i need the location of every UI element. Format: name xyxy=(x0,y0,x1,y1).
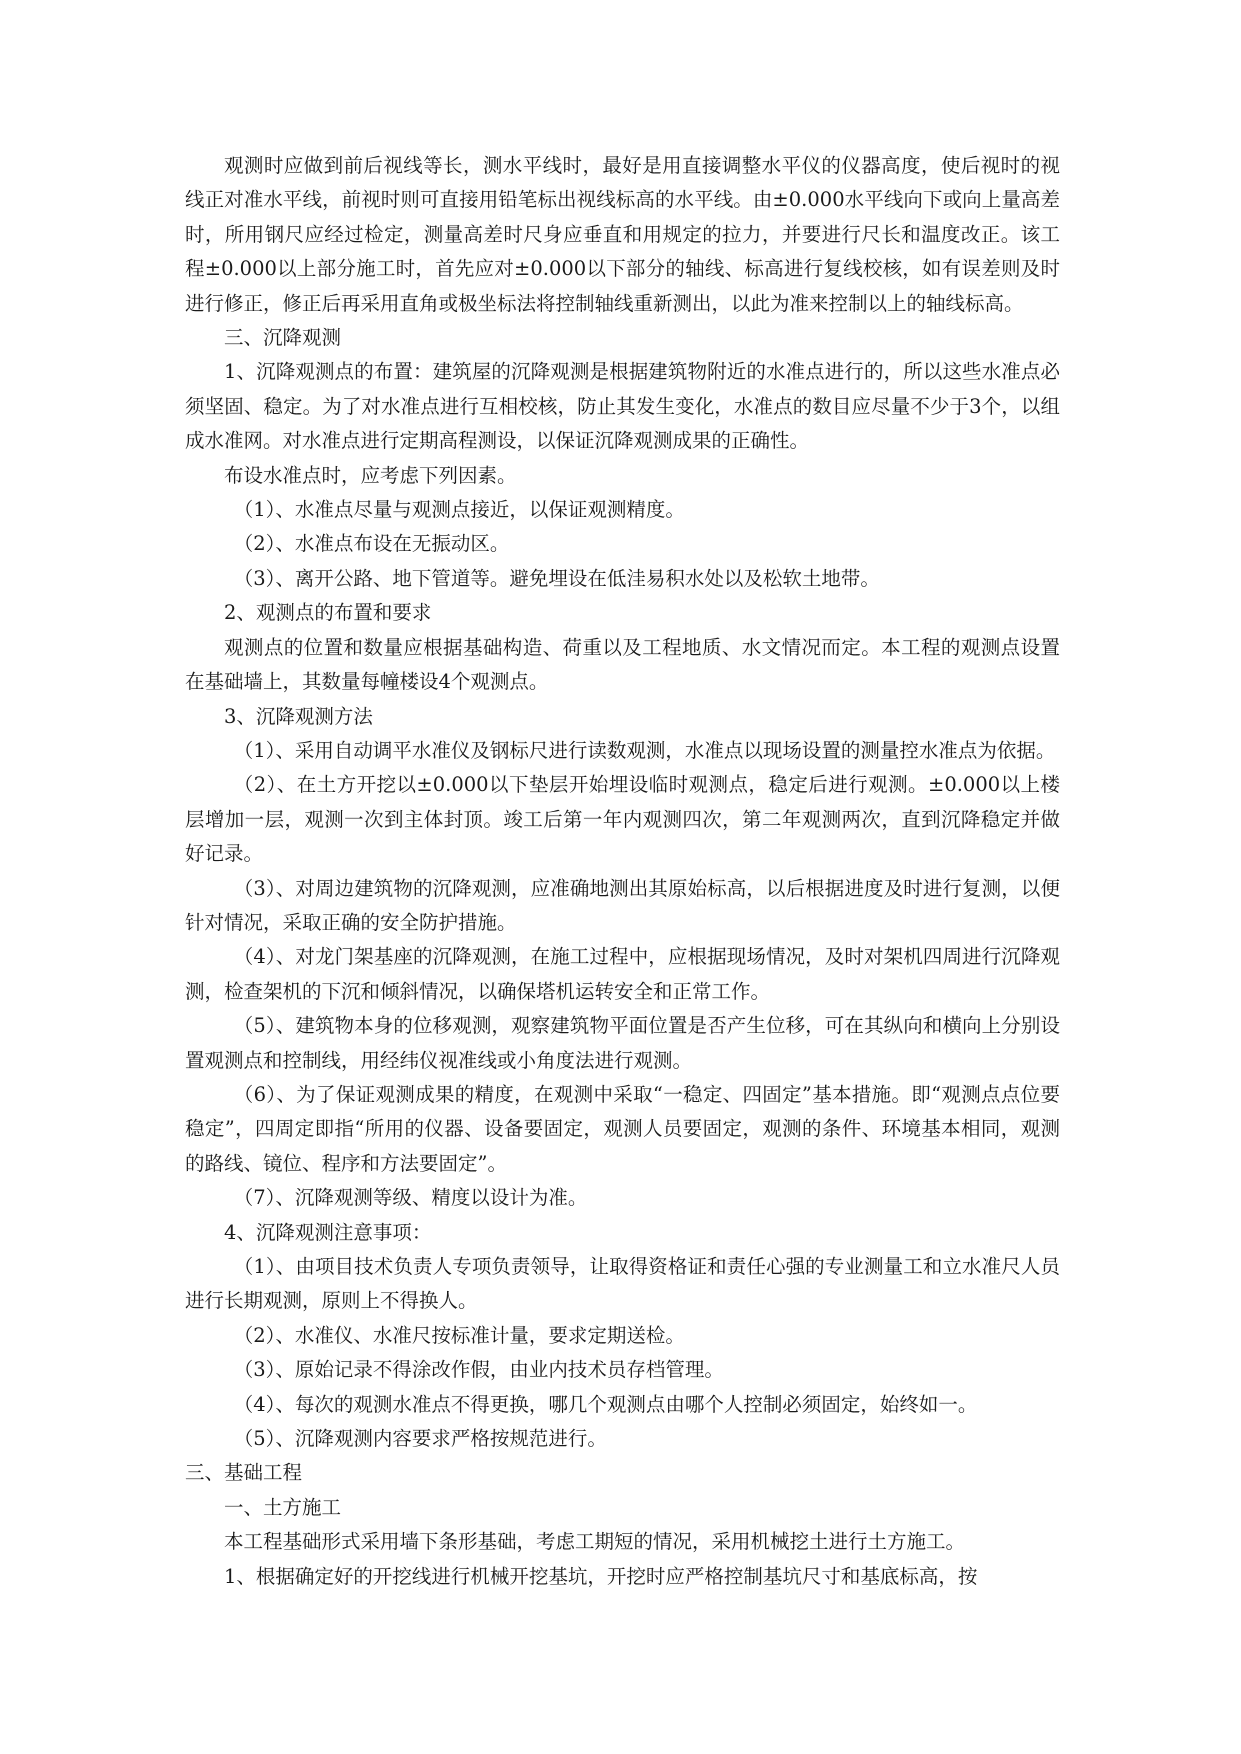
subheading-observation-points: 2、观测点的布置和要求 xyxy=(224,601,432,625)
list-item-precaution-3: （3）、原始记录不得涂改作假，由业内技术员存档管理。 xyxy=(233,1358,724,1382)
subheading-earthwork: 一、土方施工 xyxy=(224,1495,342,1519)
list-item-factor-3: （3）、离开公路、地下管道等。避免埋设在低洼易积水处以及松软土地带。 xyxy=(233,566,880,590)
paragraph-earthwork-intro: 本工程基础形式采用墙下条形基础，考虑工期短的情况，采用机械挖土进行土方施工。 xyxy=(224,1530,966,1554)
list-item-precaution-4: （4）、每次的观测水准点不得更换，哪几个观测点由哪个人控制必须固定，始终如一。 xyxy=(233,1392,978,1416)
subheading-precautions: 4、沉降观测注意事项： xyxy=(224,1220,432,1244)
list-item-method-6: （6）、为了保证观测成果的精度，在观测中采取“一稳定、四固定”基本措施。即“观测点点位要稳定”，四周定即指“所用的仪器、设备要固定，观测人员要固定，观测的条件、环境基本相同，观测的路线、镜位、程序和方法要固定”。 xyxy=(185,1082,1060,1175)
list-item-method-1: （1）、采用自动调平水准仪及钢标尺进行读数观测，水准点以现场设置的测量控水准点为依据。 xyxy=(233,738,1056,762)
subheading-observation-methods: 3、沉降观测方法 xyxy=(224,704,373,728)
list-item-precaution-1: （1）、由项目技术负责人专项负责领导，让取得资格证和责任心强的专业测量工和立水准尺人员进行长期观测，原则上不得换人。 xyxy=(185,1255,1060,1313)
list-item-method-7: （7）、沉降观测等级、精度以设计为准。 xyxy=(233,1186,588,1210)
list-item-method-5: （5）、建筑物本身的位移观测，观察建筑物平面位置是否产生位移，可在其纵向和横向上分别设置观测点和控制线，用经纬仪视准线或小角度法进行观测。 xyxy=(185,1014,1060,1072)
paragraph-excavation-step-1: 1、根据确定好的开挖线进行机械开挖基坑，开挖时应严格控制基坑尺寸和基底标高，按 xyxy=(224,1564,978,1588)
document-body xyxy=(185,149,1060,1594)
section-heading-foundation: 三、基础工程 xyxy=(185,1461,303,1485)
paragraph-observation-points: 观测点的位置和数量应根据基础构造、荷重以及工程地质、水文情况而定。本工程的观测点设置在基础墙上，其数量每幢楼设4个观测点。 xyxy=(185,635,1060,694)
section-heading-settlement-observation: 三、沉降观测 xyxy=(224,326,342,350)
list-item-factor-1: （1）、水准点尽量与观测点接近，以保证观测精度。 xyxy=(233,498,685,522)
list-item-method-2: （2）、在土方开挖以±0.000以下垫层开始埋设临时观测点，稳定后进行观测。±0.000以上楼层增加一层，观测一次到主体封顶。竣工后第一年内观测四次，第二年观测两次，直到沉降稳定并做好记录。 xyxy=(185,773,1060,866)
list-item-factor-2: （2）、水准点布设在无振动区。 xyxy=(233,532,510,556)
paragraph-point-layout: 1、沉降观测点的布置：建筑屋的沉降观测是根据建筑物附近的水准点进行的，所以这些水准点必须坚固、稳定。为了对水准点进行互相校核，防止其发生变化，水准点的数目应尽量不少于3个，以组成水准网。对水准点进行定期高程测设，以保证沉降观测成果的正确性。 xyxy=(185,360,1060,453)
list-item-method-3: （3）、对周边建筑物的沉降观测，应准确地测出其原始标高，以后根据进度及时进行复测，以便针对情况，采取正确的安全防护措施。 xyxy=(185,876,1060,934)
list-item-precaution-5: （5）、沉降观测内容要求严格按规范进行。 xyxy=(233,1427,607,1451)
paragraph-factors-intro: 布设水准点时，应考虑下列因素。 xyxy=(224,463,517,487)
paragraph-observation-method: 观测时应做到前后视线等长，测水平线时，最好是用直接调整水平仪的仪器高度，使后视时的视线正对准水平线，前视时则可直接用铅笔标出视线标高的水平线。由±0.000水平线向下或向上量高差时，所用钢尺应经过检定，测量高差时尺身应垂直和用规定的拉力，并要进行尺长和温度改正。该工程±0.000以上部分施工时，首先应对±0.000以下部分的轴线、标高进行复线校核，如有误差则及时进行修正，修正后再采用直角或极坐标法将控制轴线重新测出，以此为准来控制以上的轴线标高。 xyxy=(185,154,1060,315)
list-item-precaution-2: （2）、水准仪、水准尺按标准计量，要求定期送检。 xyxy=(233,1323,685,1347)
list-item-method-4: （4）、对龙门架基座的沉降观测，在施工过程中，应根据现场情况，及时对架机四周进行沉降观测，检查架机的下沉和倾斜情况，以确保塔机运转安全和正常工作。 xyxy=(185,945,1060,1003)
